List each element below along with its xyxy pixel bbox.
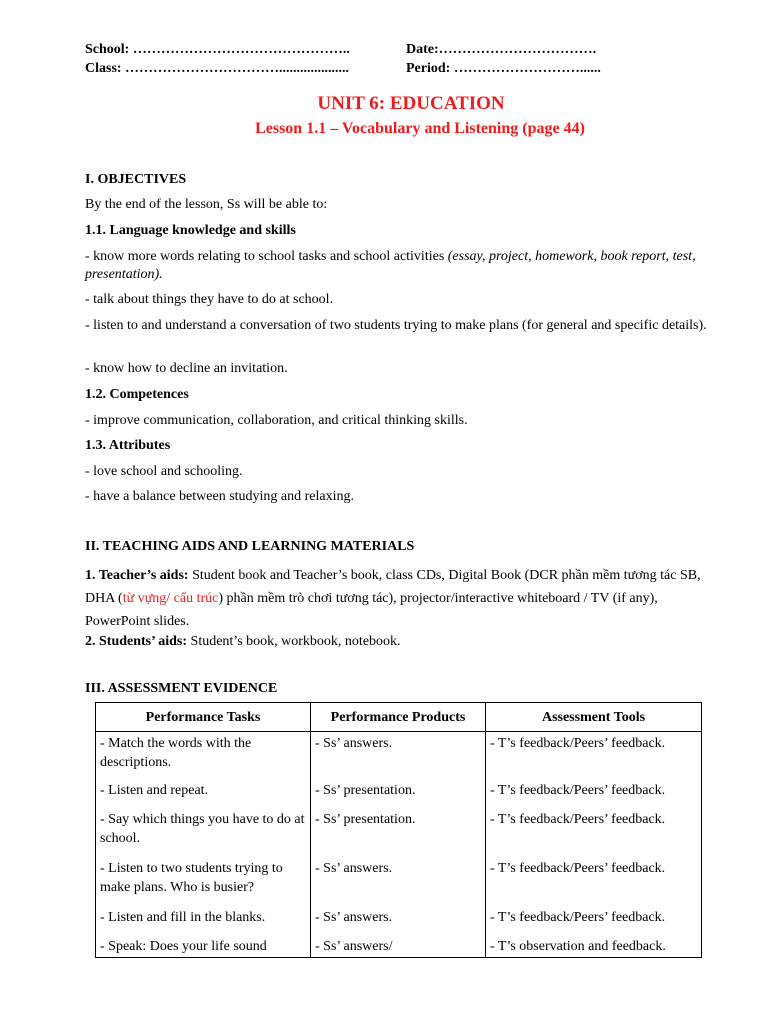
table-cell: - Ss’ answers.	[311, 906, 486, 935]
teaching-aids-heading: II. TEACHING AIDS AND LEARNING MATERIALS	[85, 539, 415, 554]
table-cell: - T’s observation and feedback.	[486, 935, 702, 958]
attribute-item-school: - love school and schooling.	[85, 464, 243, 479]
table-row	[96, 857, 702, 906]
table-cell: - Ss’ answers/	[311, 935, 486, 958]
lesson-subtitle: Lesson 1.1 – Vocabulary and Listening (page 44)	[255, 120, 585, 137]
period-field: Period: ………………………......	[406, 61, 601, 76]
assessment-table	[95, 702, 702, 958]
competence-item: - improve communication, collaboration, and critical thinking skills.	[85, 413, 468, 428]
table-cell: - T’s feedback/Peers’ feedback.	[486, 779, 702, 808]
objectives-heading: I. OBJECTIVES	[85, 172, 187, 187]
unit-title: UNIT 6: EDUCATION	[317, 93, 505, 114]
section-1-2-heading: 1.2. Competences	[85, 387, 189, 402]
table-cell: - Ss’ answers.	[311, 857, 486, 906]
table-cell: - T’s feedback/Peers’ feedback.	[486, 857, 702, 906]
table-cell: - Ss’ presentation.	[311, 779, 486, 808]
teacher-aids-text-a: Student book and Teacher’s book, class CDs, Digital Book (DCR phần mềm tương tác SB, DHA (	[85, 568, 701, 606]
table-row	[96, 906, 702, 935]
objective-item-talk: - talk about things they have to do at school.	[85, 292, 334, 307]
table-cell: - Listen and repeat.	[96, 779, 311, 808]
section-1-3-heading: 1.3. Attributes	[85, 438, 171, 453]
section-1-1-heading: 1.1. Language knowledge and skills	[85, 223, 296, 238]
objective-item-vocab-examples: (essay, project, homework, book report, test, presentation).	[85, 249, 696, 282]
table-row	[96, 779, 702, 808]
objectives-intro: By the end of the lesson, Ss will be able to:	[85, 197, 328, 212]
student-aids-label: 2. Students’ aids:	[85, 634, 188, 649]
date-field: Date:…………………………….	[406, 42, 597, 57]
table-row	[96, 732, 702, 779]
table-cell: - T’s feedback/Peers’ feedback.	[486, 808, 702, 857]
table-cell: - Speak: Does your life sound	[96, 935, 311, 958]
column-header-products: Performance Products	[311, 703, 486, 732]
attribute-item-balance: - have a balance between studying and relaxing.	[85, 489, 355, 504]
table-cell: - Ss’ answers.	[311, 732, 486, 779]
teacher-aids-text-b: ) phần mềm trò chơi tương tác), projector/interactive whiteboard / TV (if any), PowerPoint slides.	[85, 591, 658, 629]
objective-item-vocab	[85, 248, 710, 284]
assessment-heading: III. ASSESSMENT EVIDENCE	[85, 681, 278, 696]
class-field: Class: ……………………………....................	[85, 61, 350, 76]
teacher-aids-label: 1. Teacher’s aids:	[85, 568, 189, 583]
table-row	[96, 935, 702, 958]
column-header-tasks: Performance Tasks	[96, 703, 311, 732]
table-cell: - Match the words with the descriptions.	[96, 732, 311, 779]
table-cell: - Listen to two students trying to make plans. Who is busier?	[96, 857, 311, 906]
student-aids-text: Student’s book, workbook, notebook.	[187, 634, 401, 649]
table-cell: - Listen and fill in the blanks.	[96, 906, 311, 935]
column-header-tools: Assessment Tools	[486, 703, 702, 732]
objective-item-decline: - know how to decline an invitation.	[85, 361, 288, 376]
table-cell: - T’s feedback/Peers’ feedback.	[486, 906, 702, 935]
objective-item-vocab-text: - know more words relating to school tasks and school activities	[85, 249, 448, 264]
table-cell: - T’s feedback/Peers’ feedback.	[486, 732, 702, 779]
table-cell: - Ss’ presentation.	[311, 808, 486, 857]
teacher-aids-text-red: từ vựng/ cấu trúc	[122, 591, 219, 606]
table-header-row	[96, 703, 702, 732]
teacher-aids-paragraph	[85, 564, 707, 633]
objective-item-listen: - listen to and understand a conversation of two students trying to make plans (for general and specific details).	[85, 318, 707, 333]
table-row	[96, 808, 702, 857]
student-aids-paragraph	[85, 633, 401, 651]
school-field: School: ………………………………………..	[85, 42, 350, 57]
table-cell: - Say which things you have to do at school.	[96, 808, 311, 857]
